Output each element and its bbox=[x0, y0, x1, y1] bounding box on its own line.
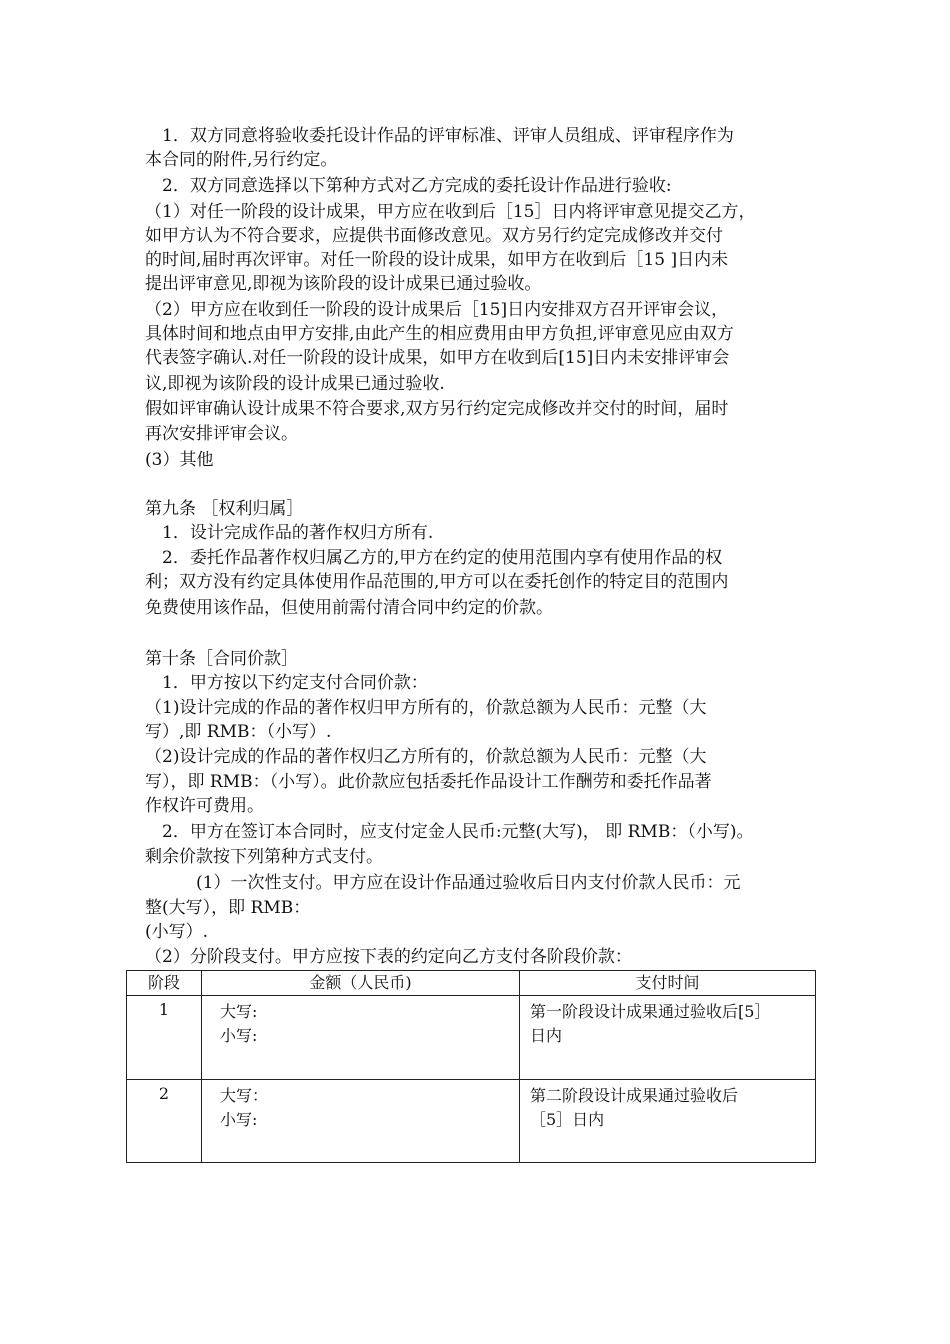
stage-number: 1 bbox=[127, 996, 202, 1080]
text-line: (3）其他 bbox=[145, 450, 214, 470]
text-line: 剩余价款按下列第种方式支付。 bbox=[145, 847, 383, 867]
text-line: 整(大写），即 RMB： bbox=[145, 898, 311, 918]
text-line: 具体时间和地点由甲方安排,由此产生的相应费用由甲方负担,评审意见应由双方 bbox=[145, 324, 734, 344]
text-line: 提出评审意见,即视为该阶段的设计成果已通过验收。 bbox=[145, 274, 542, 294]
text-line: 2．委托作品著作权归属乙方的,甲方在约定的使用范围内享有使用作品的权 bbox=[145, 548, 723, 568]
table-row bbox=[127, 1080, 816, 1163]
text-line: 2．甲方在签订本合同时，应支付定金人民币:元整(大写)， 即 RMB：（小写)。 bbox=[145, 822, 754, 842]
text-line: 议,即视为该阶段的设计成果已通过验收. bbox=[145, 374, 445, 394]
text-line: 假如评审确认设计成果不符合要求,双方另行约定完成修改并交付的时间，届时 bbox=[145, 399, 729, 419]
table-header-stage: 阶段 bbox=[127, 971, 202, 996]
table-header-row bbox=[127, 971, 816, 996]
table-row bbox=[127, 996, 816, 1080]
payment-time-line: 日内 bbox=[530, 1026, 563, 1045]
text-line: 如甲方认为不符合要求，应提供书面修改意见。双方另行约定完成修改并交付 bbox=[145, 226, 723, 246]
text-line: 1．双方同意将验收委托设计作品的评审标准、评审人员组成、评审程序作为 bbox=[145, 126, 734, 146]
text-line: 再次安排评审会议。 bbox=[145, 424, 298, 444]
text-line: (小写）. bbox=[145, 922, 209, 942]
text-line: 利；双方没有约定具体使用作品范围的,甲方可以在委托创作的特定目的范围内 bbox=[145, 572, 729, 592]
text-line: 写）,即 RMB：（小写）. bbox=[145, 722, 332, 742]
section-heading: 第十条［合同价款］ bbox=[145, 649, 298, 669]
amount-cell bbox=[202, 1080, 520, 1163]
text-line: 免费使用该作品，但使用前需付清合同中约定的价款。 bbox=[145, 598, 553, 618]
amount-cell bbox=[202, 996, 520, 1080]
text-line: 2．双方同意选择以下第种方式对乙方完成的委托设计作品进行验收: bbox=[145, 176, 672, 196]
text-line: 写），即 RMB：（小写）。此价款应包括委托作品设计工作酬劳和委托作品著 bbox=[145, 772, 712, 792]
amount-lower-label: 小写: bbox=[220, 1110, 258, 1129]
text-line: （1)设计完成的作品的著作权归甲方所有的，价款总额为人民币：元整（大 bbox=[145, 698, 707, 718]
table-header-amount: 金额（人民币) bbox=[202, 971, 520, 996]
text-line: （2)设计完成的作品的著作权归乙方所有的，价款总额为人民币：元整（大 bbox=[145, 747, 707, 767]
amount-upper-label: 大写: bbox=[220, 1002, 258, 1021]
stage-number: 2 bbox=[127, 1080, 202, 1163]
text-line: 本合同的附件,另行约定。 bbox=[145, 150, 338, 170]
text-line: 1．甲方按以下约定支付合同价款： bbox=[145, 673, 428, 693]
text-line: (1）一次性支付。甲方应在设计作品通过验收后日内支付价款人民币：元 bbox=[145, 873, 741, 893]
payment-time-cell bbox=[520, 996, 816, 1080]
text-line: 代表签字确认.对任一阶段的设计成果，如甲方在收到后[15]日内未安排评审会 bbox=[145, 348, 730, 368]
section-heading: 第九条 ［权利归属］ bbox=[145, 499, 304, 519]
text-line: 的时间,届时再次评审。对任一阶段的设计成果，如甲方在收到后［15 ]日内未 bbox=[145, 250, 729, 270]
table-header-time: 支付时间 bbox=[520, 971, 816, 996]
text-line: 作权许可费用。 bbox=[145, 796, 264, 816]
text-line: 1．设计完成作品的著作权归方所有. bbox=[145, 523, 434, 543]
payment-time-line: 第二阶段设计成果通过验收后 bbox=[530, 1086, 739, 1105]
payment-time-line: ［5］日内 bbox=[530, 1110, 605, 1129]
text-line: （1）对任一阶段的设计成果，甲方应在收到后［15］日内将评审意见提交乙方， bbox=[145, 202, 756, 222]
amount-upper-label: 大写： bbox=[220, 1086, 269, 1105]
text-line: （2）甲方应在收到任一阶段的设计成果后［15]日内安排双方召开评审会议， bbox=[145, 300, 729, 320]
payment-stage-table bbox=[126, 970, 816, 1163]
payment-time-cell bbox=[520, 1080, 816, 1163]
amount-lower-label: 小写: bbox=[220, 1026, 258, 1045]
payment-time-line: 第一阶段设计成果通过验收后[5］ bbox=[530, 1002, 771, 1021]
text-line: （2）分阶段支付。甲方应按下表的约定向乙方支付各阶段价款： bbox=[145, 947, 632, 967]
